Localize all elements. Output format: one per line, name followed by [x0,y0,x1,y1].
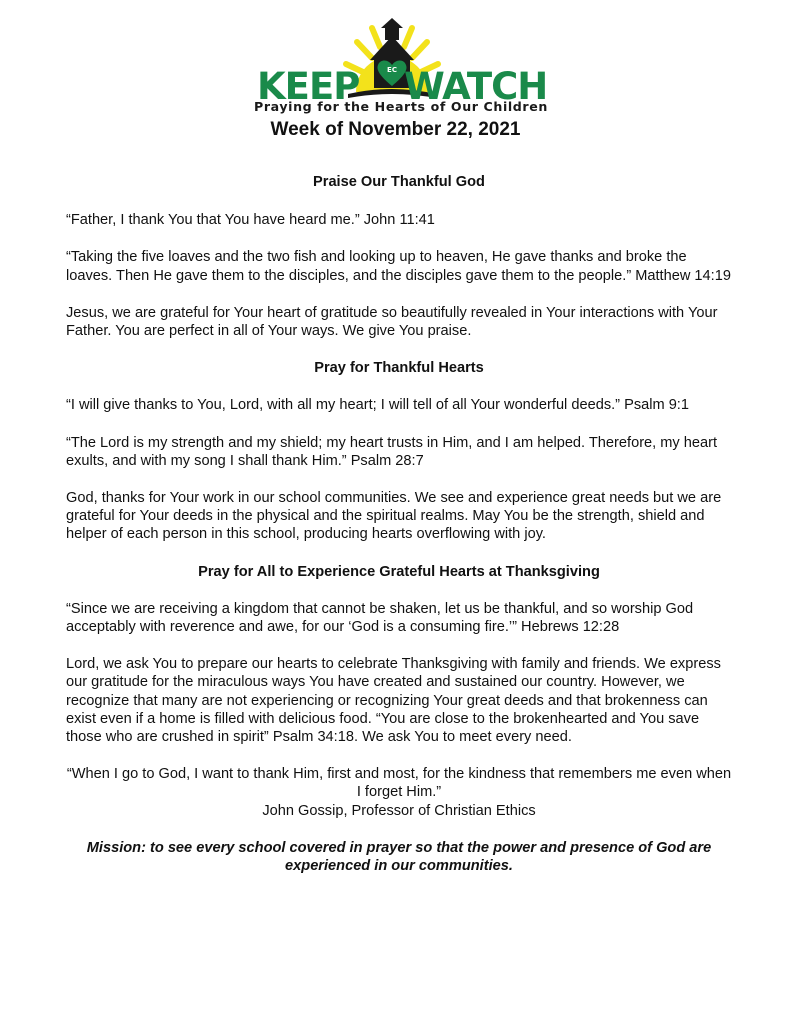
logo-tagline: Praying for the Hearts of Our Children [254,99,548,114]
scripture-paragraph: “Since we are receiving a kingdom that cannot be shaken, let us be thankful, and so worship God acceptably with reverence and awe, for our ‘God is a consuming fire.’” Hebrews 12:28 [66,600,694,636]
prayer-paragraph: Jesus, we are grateful for Your heart of gratitude so beautifully revealed in Your interactions with Your Father. You are perfect in all of Your ways. We give You praise. [66,304,718,340]
quote-attribution: John Gossip, Professor of Christian Ethics [262,802,536,819]
keep-watch-logo [252,14,548,118]
logo-brand-left: KEEP [257,65,360,108]
scripture-paragraph: “The Lord is my strength and my shield; my heart trusts in Him, and I am helped. Therefore, my heart exults, and with my song I shall thank Him.” Psalm 28:7 [66,434,718,469]
prayer-paragraph: Lord, we ask You to prepare our hearts to celebrate Thanksgiving with family and friends. We express our gratitude for the miraculous ways You have created and sustained our country. However, we recognize that many are not experiencing or recognizing Your great deeds and that brokenness can exist even if a home is filled with delicious food. “You are close to the brokenhearted and You save those who are crushed in spirit” Psalm 34:18. We ask You to meet every need. [66,656,721,746]
logo-badge-text: EC [387,66,397,74]
scripture-paragraph: “Father, I thank You that You have heard me.” John 11:41 [66,212,435,229]
scripture-paragraph: “I will give thanks to You, Lord, with all my heart; I will tell of all Your wonderful deeds.” Psalm 9:1 [66,397,689,414]
logo-brand-right: WATCH [404,65,548,108]
section-heading: Pray for Thankful Hearts [314,360,484,377]
document-body [66,173,732,875]
mission-statement: Mission: to see every school covered in prayer so that the power and presence of God are experienced in our communities. [86,839,712,875]
closing-quote: “When I go to God, I want to thank Him, first and most, for the kindness that remembers me even when I forget Him.” [66,766,732,801]
section-heading: Praise Our Thankful God [313,174,485,190]
section-heading: Pray for All to Experience Grateful Hearts at Thanksgiving [198,563,600,580]
scripture-paragraph: “Taking the five loaves and the two fish and looking up to heaven, He gave thanks and broke the loaves. Then He gave them to the disciples, and the disciples gave them to the people.” Matthew 14:19 [66,249,731,284]
prayer-paragraph: God, thanks for Your work in our school communities. We see and experience great needs but we are grateful for Your deeds in the physical and the spiritual realms. May You be the strength, shield and helper of each person in this school, producing hearts overflowing with joy. [66,490,722,543]
week-title: Week of November 22, 2021 [270,119,521,140]
